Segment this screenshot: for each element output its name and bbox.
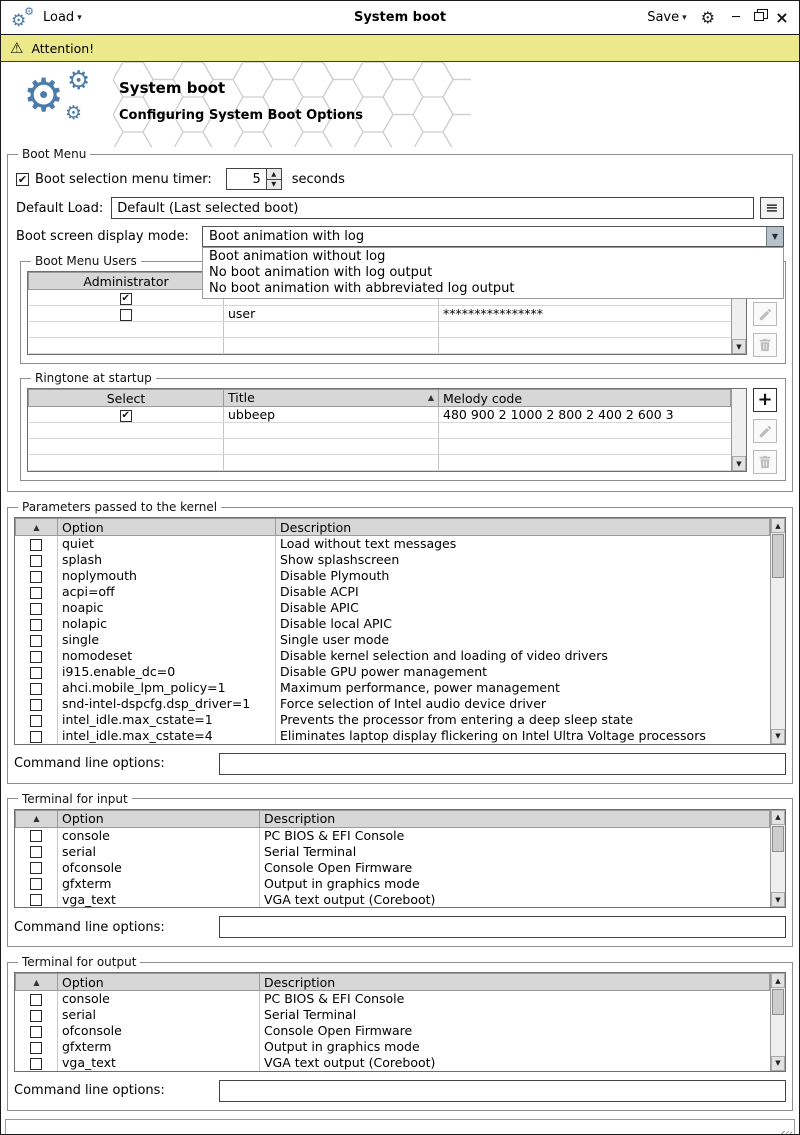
sort-column-header[interactable]: ▲ — [16, 519, 58, 536]
table-row[interactable] — [16, 680, 770, 696]
save-menu-button[interactable] — [647, 10, 686, 25]
table-cell: Prevents the processor from entering a deep sleep state — [276, 712, 770, 728]
scroll-down-icon[interactable]: ▼ — [771, 1056, 785, 1071]
table-cell: noplymouth — [58, 568, 276, 584]
checkbox-cell — [16, 632, 58, 648]
row-checkbox[interactable] — [120, 309, 132, 321]
table-cell: PC BIOS & EFI Console — [260, 827, 770, 843]
checkbox-cell — [16, 875, 58, 891]
load-menu-label: Load — [43, 10, 75, 25]
table-row[interactable] — [16, 600, 770, 616]
table-cell: Serial Terminal — [260, 1007, 770, 1023]
boot-menu-section — [7, 147, 793, 492]
row-checkbox[interactable] — [30, 994, 42, 1006]
table-cell: VGA text output (Coreboot) — [260, 1055, 770, 1071]
titlebar — [1, 1, 799, 35]
users-legend: Boot Menu Users — [35, 254, 137, 268]
ringtone-legend: Ringtone at startup — [35, 371, 152, 385]
table-row[interactable] — [16, 859, 770, 875]
title-column-label: Title — [228, 390, 255, 405]
checkbox-cell — [16, 680, 58, 696]
timer-spinner — [226, 168, 282, 190]
table-cell: Force selection of Intel audio device driver — [276, 696, 770, 712]
gear-icon: ⚙ — [23, 68, 65, 122]
checkbox-cell — [16, 827, 58, 843]
cmdline-label: Command line options: — [14, 1083, 165, 1098]
delete-ringtone-button[interactable] — [753, 450, 777, 474]
table-row[interactable] — [29, 306, 731, 322]
chevron-down-icon: ▾ — [682, 12, 687, 23]
scrollbar-thumb[interactable] — [772, 826, 784, 852]
gear-icon: ⚙ — [24, 4, 34, 18]
row-checkbox[interactable] — [30, 651, 42, 663]
description-column-header[interactable]: Description — [260, 974, 770, 991]
default-load-row — [16, 197, 784, 219]
scrollbar-track[interactable] — [771, 825, 785, 893]
kernel-params-table — [14, 517, 786, 745]
sort-ascending-icon: ▲ — [427, 393, 434, 402]
description-column-header[interactable]: Description — [276, 519, 770, 536]
resize-grip[interactable] — [781, 1131, 792, 1135]
row-checkbox[interactable]: ✔ — [121, 409, 130, 421]
pencil-icon — [758, 307, 773, 322]
table-cell: splash — [58, 552, 276, 568]
users-actions — [753, 302, 779, 357]
display-mode-select[interactable] — [202, 226, 784, 247]
window-title: System boot — [353, 10, 447, 25]
edit-user-button[interactable] — [753, 302, 777, 326]
scrollbar-track[interactable] — [771, 533, 785, 729]
kernel-cmdline-row — [14, 753, 786, 775]
table-cell: **************** — [439, 306, 731, 322]
checkbox-cell — [29, 407, 224, 423]
scrollbar-track[interactable] — [732, 389, 746, 456]
table-cell: PC BIOS & EFI Console — [260, 991, 770, 1007]
minimize-button[interactable]: ─ — [732, 10, 740, 25]
scroll-up-icon[interactable]: ▲ — [771, 810, 785, 825]
empty-row — [29, 322, 731, 338]
empty-row — [29, 455, 731, 471]
maximize-button[interactable] — [752, 11, 766, 24]
row-checkbox[interactable] — [30, 603, 42, 615]
table-row[interactable] — [16, 1039, 770, 1055]
ringtone-actions — [753, 388, 779, 474]
table-cell: console — [58, 827, 260, 843]
checkbox-cell — [16, 536, 58, 552]
table-row[interactable] — [16, 875, 770, 891]
row-checkbox[interactable] — [30, 1058, 42, 1070]
page-title: System boot — [119, 79, 226, 97]
status-bar — [5, 1119, 795, 1135]
display-mode-dropdown — [202, 247, 784, 299]
row-checkbox[interactable] — [30, 635, 42, 647]
trash-icon — [758, 338, 772, 352]
checkbox-cell — [16, 712, 58, 728]
table-cell: ofconsole — [58, 859, 260, 875]
terminal-input-legend: Terminal for input — [22, 791, 128, 806]
boot-menu-legend: Boot Menu — [22, 147, 87, 161]
terminal-input-cmdline-input[interactable] — [219, 916, 786, 938]
empty-row — [29, 439, 731, 455]
timer-checkbox[interactable]: ✔ — [17, 172, 28, 186]
page-subtitle: Configuring System Boot Options — [119, 108, 364, 123]
page-header — [1, 62, 799, 147]
edit-ringtone-button[interactable] — [753, 419, 777, 443]
table-cell: user — [224, 306, 439, 322]
timer-row — [16, 168, 784, 190]
terminal-input-scrollbar[interactable] — [770, 810, 785, 908]
terminal-output-section — [7, 955, 793, 1111]
table-row[interactable] — [16, 843, 770, 859]
table-cell: serial — [58, 1007, 260, 1023]
row-checkbox[interactable] — [30, 587, 42, 599]
table-cell: gfxterm — [58, 875, 260, 891]
table-row[interactable] — [16, 568, 770, 584]
table-row[interactable] — [16, 552, 770, 568]
table-row[interactable] — [16, 827, 770, 843]
ringtone-scrollbar[interactable] — [731, 389, 746, 471]
cmdline-label: Command line options: — [14, 919, 165, 935]
ringtone-content — [27, 388, 779, 474]
table-row[interactable] — [16, 616, 770, 632]
ringtone-column-melody[interactable]: Melody code — [439, 390, 731, 407]
checkbox-cell — [29, 306, 224, 322]
row-checkbox[interactable]: ✔ — [121, 292, 130, 304]
row-checkbox[interactable] — [30, 1042, 42, 1054]
table-row[interactable] — [16, 991, 770, 1007]
terminal-output-legend: Terminal for output — [22, 955, 137, 969]
kernel-cmdline-input[interactable] — [219, 753, 786, 775]
checkbox-cell — [16, 859, 58, 875]
timer-unit-label: seconds — [291, 171, 345, 187]
row-checkbox[interactable] — [30, 862, 42, 874]
terminal-output-cmdline-row — [14, 1080, 786, 1102]
table-cell: single — [58, 632, 276, 648]
scrollbar-thumb[interactable] — [772, 989, 784, 1015]
row-checkbox[interactable] — [30, 715, 42, 727]
settings-gear-icon[interactable]: ⚙ — [700, 7, 715, 27]
option-column-header[interactable]: Option — [58, 810, 260, 827]
table-row[interactable] — [29, 407, 731, 423]
scroll-down-icon[interactable]: ▼ — [732, 456, 746, 471]
table-cell: 480 900 2 1000 2 800 2 400 2 600 3 — [439, 407, 731, 423]
table-row[interactable] — [16, 891, 770, 907]
row-checkbox[interactable] — [30, 846, 42, 858]
row-checkbox[interactable] — [30, 619, 42, 631]
checkbox-cell — [29, 290, 224, 306]
option-column-header[interactable]: Option — [58, 519, 276, 536]
row-checkbox[interactable] — [30, 683, 42, 695]
table-cell: noapic — [58, 600, 276, 616]
table-cell: serial — [58, 843, 260, 859]
table-cell: Disable local APIC — [276, 616, 770, 632]
header-text — [119, 79, 363, 123]
save-menu-label: Save — [647, 10, 680, 25]
checkbox-cell — [16, 664, 58, 680]
combo-arrow-icon[interactable]: ▼ — [766, 227, 783, 246]
table-row[interactable] — [16, 664, 770, 680]
dropdown-option[interactable]: No boot animation with log output — [209, 265, 433, 280]
checkbox-cell — [16, 843, 58, 859]
display-mode-value: Boot animation with log — [209, 229, 365, 244]
table-cell: acpi=off — [58, 584, 276, 600]
close-button[interactable]: × — [775, 7, 789, 27]
table-cell: Show splashscreen — [276, 552, 770, 568]
table-cell: Load without text messages — [276, 536, 770, 552]
pencil-icon — [758, 424, 773, 439]
kernel-scrollbar[interactable] — [770, 518, 785, 744]
table-cell: Console Open Firmware — [260, 1023, 770, 1039]
default-load-input[interactable] — [111, 197, 754, 219]
table-row[interactable] — [16, 584, 770, 600]
terminal-output-scrollbar[interactable] — [770, 973, 785, 1071]
table-cell: Disable GPU power management — [276, 664, 770, 680]
scroll-up-icon[interactable]: ▲ — [771, 518, 785, 533]
table-cell: Disable ACPI — [276, 584, 770, 600]
default-load-label: Default Load: — [16, 200, 104, 216]
table-cell: Disable APIC — [276, 600, 770, 616]
row-checkbox[interactable] — [30, 731, 42, 743]
checkbox-cell — [16, 728, 58, 744]
maximize-icon — [754, 12, 764, 21]
checkbox-cell — [16, 552, 58, 568]
scroll-down-icon[interactable]: ▼ — [771, 892, 785, 907]
table-row[interactable] — [16, 1023, 770, 1039]
table-row[interactable] — [16, 728, 770, 744]
dropdown-option[interactable]: No boot animation with abbreviated log output — [209, 281, 515, 296]
table-cell: console — [58, 991, 260, 1007]
table-cell: Output in graphics mode — [260, 875, 770, 891]
sort-column-header[interactable]: ▲ — [16, 810, 58, 827]
description-column-header[interactable]: Description — [260, 810, 770, 827]
checkbox-cell — [16, 1007, 58, 1023]
empty-row — [29, 423, 731, 439]
terminal-output-table — [14, 972, 786, 1072]
spinner-up-button[interactable]: ▲ — [267, 169, 281, 179]
table-cell: Disable Plymouth — [276, 568, 770, 584]
table-cell: ahci.mobile_lpm_policy=1 — [58, 680, 276, 696]
ringtone-column-select[interactable]: Select — [29, 390, 224, 407]
dropdown-option[interactable]: Boot animation without log — [209, 249, 386, 264]
empty-row — [29, 338, 731, 354]
checkbox-cell — [16, 616, 58, 632]
gear-icon: ⚙ — [65, 102, 83, 124]
spinner-buttons — [266, 169, 281, 189]
checkbox-cell — [16, 584, 58, 600]
table-cell: nolapic — [58, 616, 276, 632]
table-row[interactable] — [16, 696, 770, 712]
table-cell: ubbeep — [224, 407, 439, 423]
users-column-administrator[interactable]: Administrator — [29, 273, 224, 290]
attention-banner — [1, 35, 799, 62]
kernel-params-legend: Parameters passed to the kernel — [22, 500, 218, 514]
table-cell: vga_text — [58, 1055, 260, 1071]
checkbox-cell — [16, 891, 58, 907]
row-checkbox[interactable] — [30, 1026, 42, 1038]
table-cell: Console Open Firmware — [260, 859, 770, 875]
gear-icon: ⚙ — [11, 10, 27, 31]
cmdline-label: Command line options: — [14, 756, 165, 771]
table-cell: Single user mode — [276, 632, 770, 648]
display-mode-label: Boot screen display mode: — [16, 229, 189, 244]
spinner-down-button[interactable]: ▼ — [267, 179, 281, 190]
row-checkbox[interactable] — [30, 1010, 42, 1022]
row-checkbox[interactable] — [30, 539, 42, 551]
default-load-menu-button[interactable]: ≡ — [760, 197, 784, 219]
table-cell: gfxterm — [58, 1039, 260, 1055]
row-checkbox[interactable] — [30, 894, 42, 906]
table-row[interactable] — [16, 536, 770, 552]
row-checkbox[interactable] — [30, 830, 42, 842]
scroll-up-icon[interactable]: ▲ — [771, 973, 785, 988]
terminal-input-table — [14, 809, 786, 909]
timer-label: Boot selection menu timer: — [35, 171, 212, 187]
table-cell: intel_idle.max_cstate=4 — [58, 728, 276, 744]
table-cell: intel_idle.max_cstate=1 — [58, 712, 276, 728]
row-checkbox[interactable] — [30, 571, 42, 583]
checkbox-cell — [16, 1055, 58, 1071]
table-cell: VGA text output (Coreboot) — [260, 891, 770, 907]
terminal-input-cmdline-row — [14, 916, 786, 938]
timer-value[interactable]: 5 — [252, 171, 261, 187]
table-cell: quiet — [58, 536, 276, 552]
table-row[interactable] — [16, 1055, 770, 1071]
trash-icon — [758, 455, 772, 469]
scroll-down-icon[interactable]: ▼ — [732, 339, 746, 354]
table-cell: Serial Terminal — [260, 843, 770, 859]
table-cell: Maximum performance, power management — [276, 680, 770, 696]
table-row[interactable] — [16, 1007, 770, 1023]
attention-label: Attention! — [31, 40, 95, 56]
table-cell: vga_text — [58, 891, 260, 907]
checkbox-cell — [16, 568, 58, 584]
option-column-header[interactable]: Option — [58, 974, 260, 991]
terminal-input-section — [7, 792, 793, 948]
kernel-params-section — [7, 500, 793, 784]
chevron-down-icon: ▾ — [77, 12, 82, 23]
checkbox-cell — [16, 696, 58, 712]
gears-logo — [23, 68, 115, 142]
warning-icon: ⚠ — [10, 38, 24, 57]
table-row[interactable] — [16, 648, 770, 664]
row-checkbox[interactable] — [30, 667, 42, 679]
table-row[interactable] — [16, 712, 770, 728]
ringtone-column-title[interactable] — [224, 390, 439, 407]
table-cell: nomodeset — [58, 648, 276, 664]
scrollbar-track[interactable] — [771, 988, 785, 1056]
load-menu-button[interactable] — [43, 10, 82, 25]
table-cell: Eliminates laptop display flickering on Intel Ultra Voltage processors — [276, 728, 770, 744]
checkbox-cell — [16, 991, 58, 1007]
ringtone-table — [27, 388, 747, 472]
table-cell: ofconsole — [58, 1023, 260, 1039]
row-checkbox[interactable] — [30, 699, 42, 711]
row-checkbox[interactable] — [30, 878, 42, 890]
ringtone-section — [20, 371, 786, 481]
table-row[interactable] — [16, 632, 770, 648]
checkbox-cell — [16, 1039, 58, 1055]
window-controls — [729, 7, 789, 27]
add-ringtone-button[interactable]: + — [753, 388, 777, 412]
scrollbar-thumb[interactable] — [772, 534, 784, 578]
delete-user-button[interactable] — [753, 333, 777, 357]
gear-icon: ⚙ — [67, 66, 91, 96]
row-checkbox[interactable] — [30, 555, 42, 567]
table-cell: i915.enable_dc=0 — [58, 664, 276, 680]
table-cell: Output in graphics mode — [260, 1039, 770, 1055]
titlebar-left — [11, 4, 82, 31]
checkbox-cell — [16, 648, 58, 664]
table-cell: Disable kernel selection and loading of video drivers — [276, 648, 770, 664]
table-cell: snd-intel-dspcfg.dsp_driver=1 — [58, 696, 276, 712]
titlebar-right — [647, 7, 789, 27]
app-gears-icon — [11, 4, 35, 31]
sort-column-header[interactable]: ▲ — [16, 974, 58, 991]
checkbox-cell — [16, 600, 58, 616]
scroll-down-icon[interactable]: ▼ — [771, 729, 785, 744]
checkbox-cell — [16, 1023, 58, 1039]
terminal-output-cmdline-input[interactable] — [219, 1080, 786, 1102]
